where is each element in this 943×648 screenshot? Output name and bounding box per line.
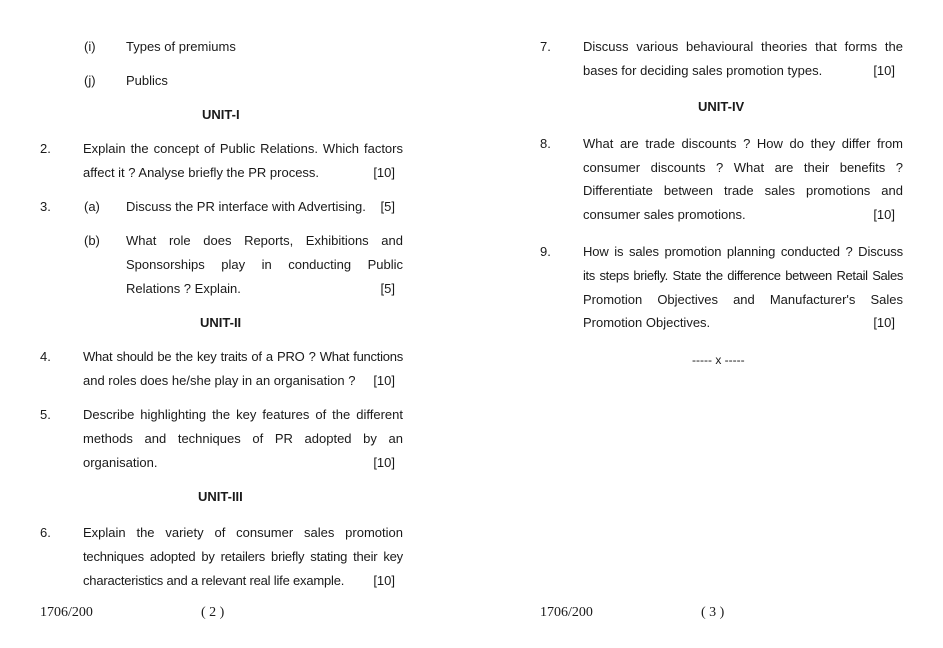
item-label-i: (i): [84, 39, 96, 54]
q5-marks: [10]: [373, 455, 395, 470]
unit-iv-heading: UNIT-IV: [698, 99, 745, 114]
q3a-label: (a): [84, 199, 100, 214]
q8-line4: consumer sales promotions.: [583, 207, 746, 222]
q2-line2: affect it ? Analyse briefly the PR process.: [83, 165, 320, 180]
q2-marks: [10]: [373, 165, 395, 180]
q7-line1: Discuss various behavioural theories that forms the: [583, 39, 903, 54]
q5-line3: organisation.: [83, 455, 158, 470]
q3a-marks: [5]: [380, 199, 395, 214]
q6-marks: [10]: [373, 573, 395, 588]
left-footer-code: 1706/200: [40, 605, 93, 620]
right-footer-code: 1706/200: [540, 605, 593, 620]
q9-marks: [10]: [873, 315, 895, 330]
q3b-marks: [5]: [380, 281, 395, 296]
q6-line3: characteristics and a relevant real life example.: [83, 573, 345, 588]
unit-i-heading: UNIT-I: [202, 107, 240, 122]
q4-number: 4.: [40, 349, 51, 364]
q2-number: 2.: [40, 141, 51, 156]
q3b-line1: What role does Reports, Exhibitions and: [126, 233, 403, 248]
q4-line2: and roles does he/she play in an organisation ?: [83, 373, 356, 388]
left-footer-page: ( 2 ): [201, 605, 225, 620]
q3a-text: Discuss the PR interface with Advertising.: [126, 199, 366, 214]
item-text-j: Publics: [126, 73, 168, 88]
q6-line2: techniques adopted by retailers briefly stating their key: [83, 549, 403, 564]
q5-line1: Describe highlighting the key features of the different: [83, 407, 403, 422]
q5-number: 5.: [40, 407, 51, 422]
unit-ii-heading: UNIT-II: [200, 315, 242, 330]
q9-line4: Promotion Objectives.: [583, 315, 711, 330]
right-footer-page: ( 3 ): [701, 605, 725, 620]
q9-line1: How is sales promotion planning conducted ? Discuss: [583, 244, 903, 259]
q4-line1: What should be the key traits of a PRO ? What functions: [83, 349, 403, 364]
q2-line1: Explain the concept of Public Relations. Which factors: [83, 141, 403, 156]
q9-line3: Promotion Objectives and Manufacturer's Sales: [583, 292, 903, 307]
q3b-line3: Relations ? Explain.: [126, 281, 241, 296]
q8-marks: [10]: [873, 207, 895, 222]
q3-number: 3.: [40, 199, 51, 214]
q8-line3: Differentiate between trade sales promotions and: [583, 183, 903, 198]
q6-line1: Explain the variety of consumer sales promotion: [83, 525, 403, 540]
q8-number: 8.: [540, 136, 551, 151]
q8-line1: What are trade discounts ? How do they differ from: [583, 136, 903, 151]
end-of-paper-mark: ----- x -----: [692, 353, 745, 367]
q7-marks: [10]: [873, 63, 895, 78]
q5-line2: methods and techniques of PR adopted by an: [83, 431, 403, 446]
q7-line2: bases for deciding sales promotion types.: [583, 63, 823, 78]
q9-number: 9.: [540, 244, 551, 259]
item-label-j: (j): [84, 73, 96, 88]
item-text-i: Types of premiums: [126, 39, 236, 54]
q6-number: 6.: [40, 525, 51, 540]
q9-line2: its steps briefly. State the difference between Retail Sales: [583, 268, 903, 283]
q4-marks: [10]: [373, 373, 395, 388]
q3b-line2: Sponsorships play in conducting Public: [126, 257, 403, 272]
q7-number: 7.: [540, 39, 551, 54]
q3b-label: (b): [84, 233, 100, 248]
q8-line2: consumer discounts ? What are their benefits ?: [583, 160, 903, 175]
unit-iii-heading: UNIT-III: [198, 489, 243, 504]
